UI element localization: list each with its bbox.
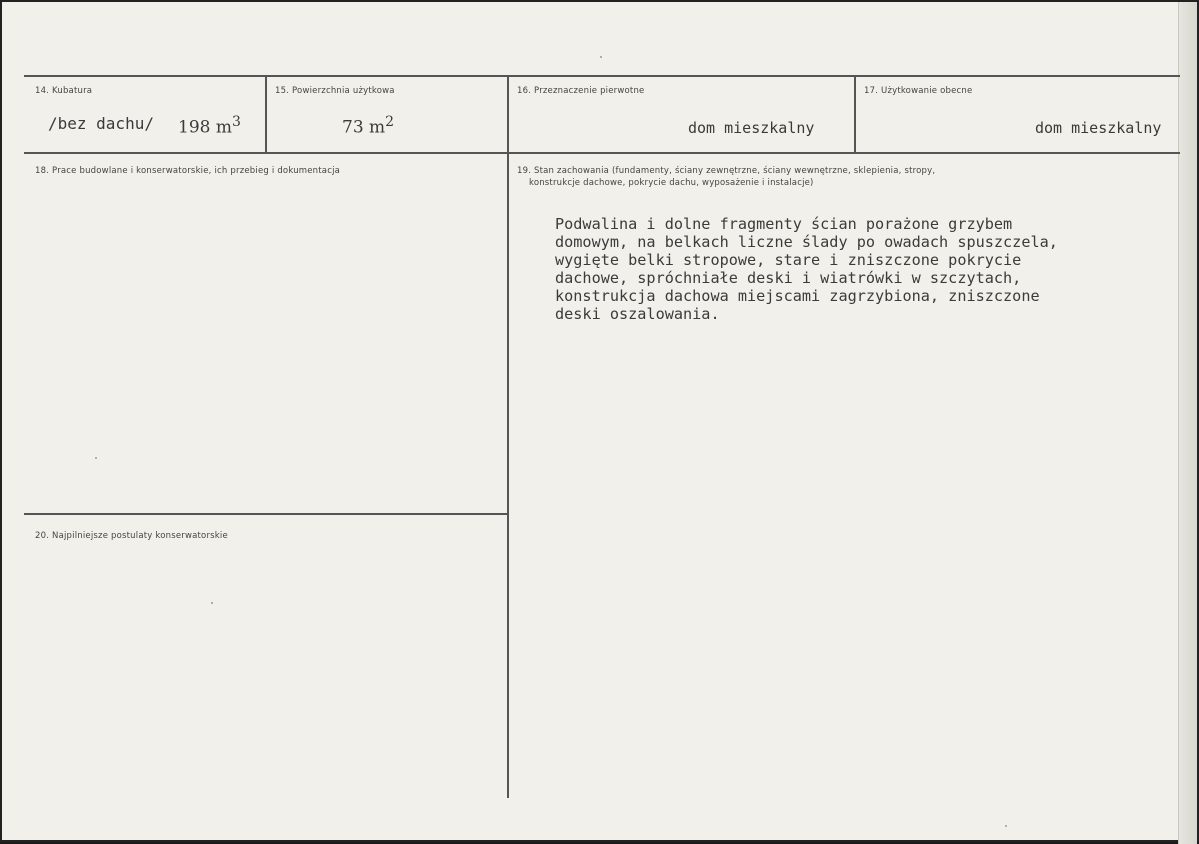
field-14-number: 198 m <box>178 117 232 138</box>
field-19-label-line2: konstrukcje dachowe, pokrycie dachu, wyposażenie i instalacje) <box>529 178 814 188</box>
main-column-divider <box>507 152 509 798</box>
field-17-value: dom mieszkalny <box>1035 119 1162 137</box>
field-19-line: wygięte belki stropowe, stare i zniszczone pokrycie <box>555 251 1022 269</box>
field-15-label: 15. Powierzchnia użytkowa <box>275 86 395 96</box>
divider-14-15 <box>265 75 267 154</box>
section-18-20-divider <box>24 513 508 515</box>
field-19-line: konstrukcja dachowa miejscami zagrzybiona, zniszczone <box>555 287 1040 305</box>
field-19-line: Podwalina i dolne fragmenty ścian porażone grzybem <box>555 215 1013 233</box>
field-14-exponent: 3 <box>231 114 241 130</box>
top-rule <box>24 75 1180 77</box>
card-edge <box>1178 2 1197 844</box>
field-16-value: dom mieszkalny <box>688 119 815 137</box>
paper-speck <box>1005 825 1007 827</box>
field-14-label: 14. Kubatura <box>35 86 93 96</box>
field-15-exponent: 2 <box>385 114 395 130</box>
paper-speck <box>95 457 97 459</box>
field-14-value <box>178 114 241 138</box>
field-19-label-line1: 19. Stan zachowania (fundamenty, ściany zewnętrzne, ściany wewnętrzne, sklepienia, stropy, <box>517 166 936 176</box>
field-19-text <box>555 215 1058 323</box>
field-19-line: domowym, na belkach liczne ślady po owadach spuszczela, <box>555 233 1058 251</box>
field-16-label: 16. Przeznaczenie pierwotne <box>517 86 645 96</box>
field-17-label: 17. Użytkowanie obecne <box>864 86 973 96</box>
divider-16-17 <box>854 75 856 154</box>
field-15-number: 73 m <box>342 117 386 138</box>
field-14-prefix: /bez dachu/ <box>48 114 154 133</box>
row1-bottom-rule <box>24 152 1180 154</box>
field-19-line: dachowe, spróchniałe deski i wiatrówki w szczytach, <box>555 269 1022 287</box>
divider-15-16 <box>507 75 509 154</box>
paper-speck <box>600 56 602 58</box>
field-20-label: 20. Najpilniejsze postulaty konserwatorskie <box>35 531 228 541</box>
field-15-value <box>342 114 394 138</box>
paper-speck <box>211 602 213 604</box>
field-18-label: 18. Prace budowlane i konserwatorskie, ich przebieg i dokumentacja <box>35 166 341 176</box>
field-19-line: deski oszalowania. <box>555 305 720 323</box>
